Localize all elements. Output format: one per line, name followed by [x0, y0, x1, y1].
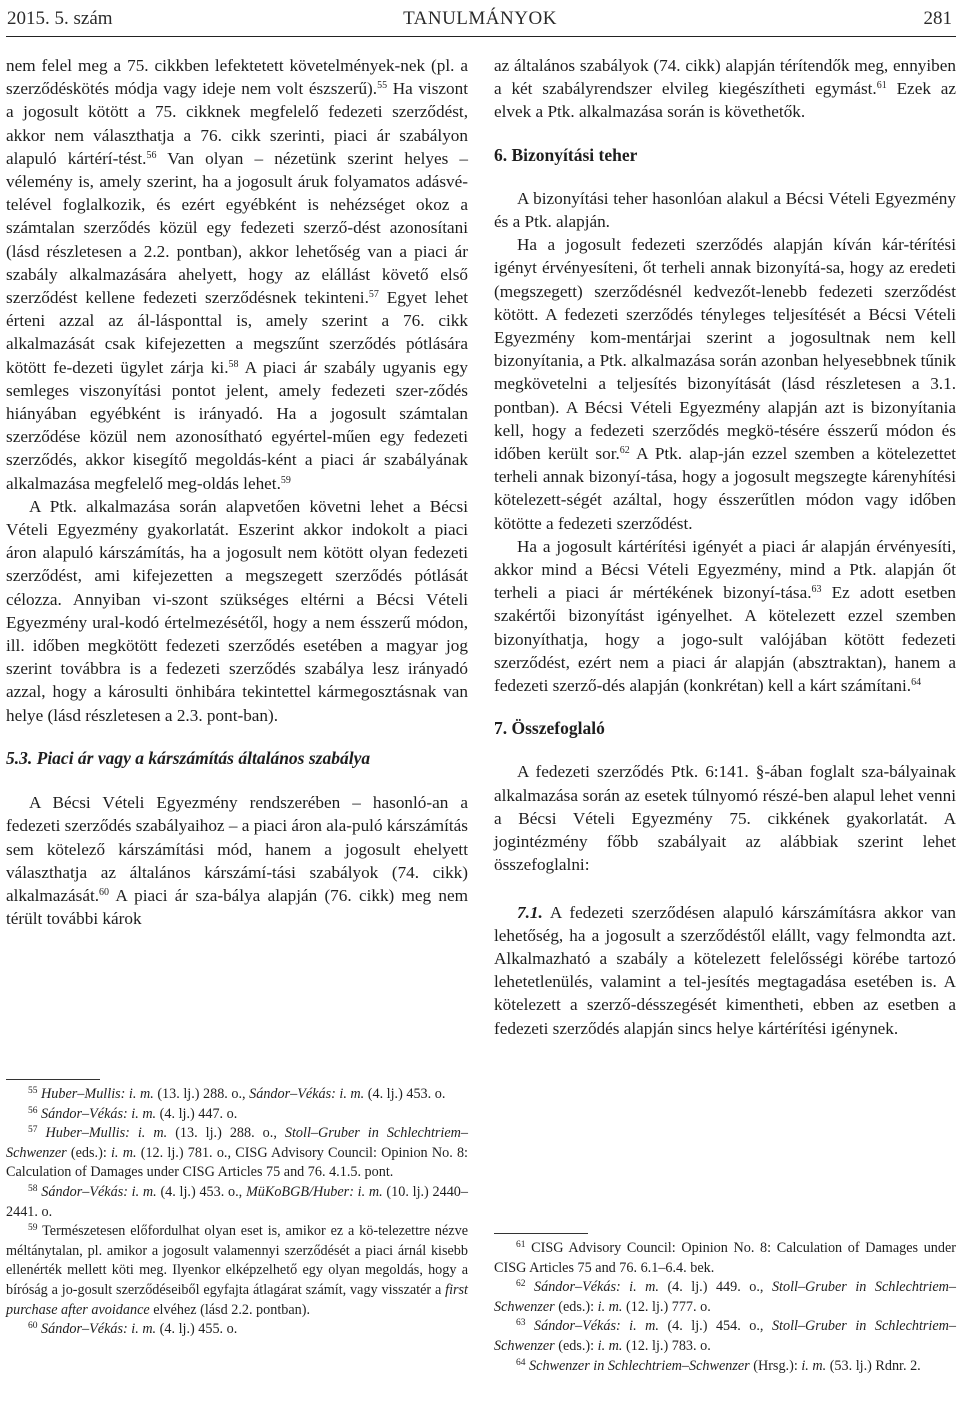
- text: i. m.: [110, 1144, 137, 1161]
- text: CISG Advisory Council: Opinion No. 8: Calculation of Damages under CISG Articles 75 and 76. 6.1–6.4. bek.: [494, 1240, 957, 1276]
- footnote: [6, 1183, 468, 1222]
- paragraph: A bizonyítási teher hasonlóan alakul a Bécsi Vételi Egyezmény és a Ptk. alapján.: [494, 188, 956, 232]
- footnote-number: 59: [28, 1223, 38, 1234]
- footnote: [494, 1317, 956, 1356]
- section-heading-7: 7. Összefoglaló: [494, 718, 605, 739]
- text: Stoll–Gruber in Schlechtriem–Schwenzer: [494, 1279, 957, 1315]
- text: nem felel meg a 75. cikkben lefektetett követelmények-nek (pl. a szerződéskötés módja vagy ideje nem volt észszerű).: [6, 56, 468, 99]
- subsection-label: 7.1.: [517, 902, 543, 922]
- text: (eds.):: [554, 1298, 598, 1315]
- footnote-number: 60: [28, 1321, 38, 1332]
- text: (Hrsg.):: [749, 1357, 802, 1374]
- text: Huber–Mullis: i. m.: [45, 1125, 168, 1142]
- text: i. m.: [597, 1298, 623, 1315]
- text: (eds.):: [66, 1144, 111, 1161]
- text: elvéhez (lásd 2.2. pontban).: [149, 1301, 311, 1318]
- footnote: [6, 1085, 468, 1105]
- issue-label: 2015. 5. szám: [7, 8, 113, 29]
- text: MüKoBGB/Huber: i. m.: [245, 1183, 383, 1200]
- text: Stoll–Gruber in Schlechtriem–Schwenzer: [6, 1125, 468, 1161]
- text: Sándor–Vékás: i. m.: [41, 1183, 157, 1200]
- footnote-number: 55: [28, 1086, 38, 1096]
- footnote-ref: 64: [911, 677, 922, 689]
- text: A piaci ár szabály ugyanis egy semleges viszonyítási pontot jelent, amely fedezeti szer-ződés hiányában egyébként is irányadó. Ha a jogosult számtalan szerződése közül nem azonosítható egyértel-műen egy fedezeti szerződés, akkor kisegítő megoldás-ként a piaci ár szabályának alkalmazása megfelelő meg-oldás lehet.: [6, 357, 468, 493]
- section-heading-6: 6. Bizonyítási teher: [494, 144, 638, 165]
- footnote-number: 58: [28, 1183, 38, 1194]
- text: Ez adott esetben szakértői bizonyítást igényelhet. A kötelezett ezzel szemben bizonyíthatja, hogy a jogo-sult valójában kötött fedezeti szerződést, ezért nem a piaci ár alapján (absztraktan), hanem a fedezeti szerző-dés alapján (konkrétan) kell a kárt számítani.: [494, 583, 956, 696]
- paragraph: A fedezeti szerződés Ptk. 6:141. §-ában foglalt sza-bályainak alkalmazása során az esetek túlnyomó részé-ben alapul lehet venni a Bécsi Vételi Egyezmény 75. cikkének gyakorlatát. A jogintézmény főbb szabályait az alábbiak szerint lehet összefoglalni:: [494, 762, 956, 875]
- text: first purchase after avoidance: [6, 1281, 468, 1318]
- text: Sándor–Vékás: i. m.: [249, 1086, 365, 1102]
- journal-section-title: TANULMÁNYOK: [403, 8, 557, 29]
- footnote-rule: [6, 1079, 100, 1080]
- paragraph: [494, 901, 956, 1040]
- footnote: [494, 1357, 956, 1377]
- text: (10. lj.) 2440–2441. o.: [6, 1183, 468, 1220]
- text: (4. lj.) 453. o.,: [156, 1183, 246, 1200]
- text: Sándor–Vékás: i. m.: [41, 1105, 157, 1122]
- footnote: [6, 1105, 468, 1125]
- text: (4. lj.) 455. o.: [156, 1321, 238, 1338]
- left-column: [6, 54, 468, 930]
- text: (12. lj.) 781. o., CISG Advisory Council: Opinion No. 8: Calculation of Damages under CISG Articles 75 and 76. 4.1.5. pont.: [6, 1144, 468, 1181]
- footnote-ref: 62: [619, 445, 630, 457]
- text: Stoll–Gruber in Schlechtriem–Schwenzer: [494, 1318, 957, 1354]
- footnote: [494, 1278, 956, 1317]
- running-header: [0, 4, 960, 34]
- paragraph: [6, 54, 468, 495]
- footnote: [6, 1222, 468, 1320]
- text: (12. lj.) 783. o.: [622, 1337, 711, 1354]
- footnote-ref: 59: [280, 474, 291, 486]
- text: (4. lj.) 449. o.,: [658, 1279, 772, 1296]
- footnote: [494, 1239, 956, 1278]
- footnote-ref: 60: [99, 886, 110, 898]
- text: Ha a jogosult fedezeti szerződés alapján kíván kár-térítési igényt érvényesíteni, őt terheli annak bizonyítá-sa, hogy az eredeti (megszegett) szerződésnél kedvezőt-lenebb fedezeti szerződést kötött. A fedezeti szerződés tényleges teljesítését a Bécsi Vételi Egyezmény kom-mentárjai szerint a jogosultnak nem kell bizonyítania, a Ptk. alkalmazása során azonban helyesebbnek tűnik megkövetelni a teljesítés bizonyítását (lásd részletesen a 3.1. pontban). A Bécsi Vételi Egyezmény alapján azt is bizonyítania kell, hogy a fedezeti szerződés megkö-tésére ésszerű módon és időben került sor.: [494, 235, 956, 464]
- text: (4. lj.) 454. o.,: [658, 1318, 772, 1335]
- text: (13. lj.) 288. o.,: [167, 1125, 285, 1142]
- paragraph: [494, 233, 956, 535]
- footnote-number: 63: [516, 1318, 526, 1329]
- footnote-ref: 58: [228, 358, 239, 370]
- footnote-number: 61: [516, 1240, 526, 1250]
- footnote-ref: 56: [146, 149, 157, 161]
- text: Ha a jogosult kártérítési igényét a piaci ár alapján érvényesíti, akkor mind a Bécsi Vételi Egyezmény, mind a Ptk. alapján őt terheli a piaci ár mértékének bizonyí-tása.: [494, 536, 956, 603]
- footnote-number: 56: [28, 1105, 38, 1116]
- header-rule: [6, 36, 956, 37]
- left-footnotes: [6, 1085, 468, 1340]
- text: i. m.: [597, 1337, 623, 1354]
- text: (13. lj.) 288. o.,: [153, 1086, 250, 1102]
- footnote-ref: 63: [811, 584, 822, 596]
- text: Ezek az elvek a Ptk. alkalmazása során is követhetők.: [494, 79, 956, 122]
- text: A Ptk. alap-ján ezzel szemben a kötelezettet terheli annak bizonyí-tása, hogy a jogosult megszegte kárenyhítési kötelezett-ségét azáltal, hogy ésszerűtlen módon vagy időben kötötte a fedezeti szerződést.: [494, 444, 956, 533]
- section-heading-5-3: 5.3. Piaci ár vagy a kárszámítás általános szabálya: [6, 747, 371, 768]
- text: (4. lj.) 447. o.: [156, 1105, 238, 1122]
- footnote-number: 64: [516, 1357, 526, 1368]
- paragraph: A Ptk. alkalmazása során alapvetően követni lehet a Bécsi Vételi Egyezmény gyakorlatát. Eszerint akkor indokolt a piaci áron alapuló kárszámítás, ha a jogosult nem kötött olyan fedezeti szerződést, ami kifejezetten a megszegett szerződés pótlását célozza. Annyiban vi-szont szükséges eltérni a Bécsi Vételi Egyezmény ural-kodó értelmezésétől, hogy a nem ésszerű módon, ill. időben megkötött fedezeti szerződés esetében a magyar jog szerint továbbra is a fedezeti szerződés szabálya lesz irányadó azzal, hogy a károsulti önhibára tekintettel kármegosztásnak van helye (lásd részletesen a 2.3. pont-ban).: [6, 496, 468, 725]
- text: A fedezeti szerződésen alapuló kárszámításra akkor van lehetőség, ha a jogosult a szerződéstől elállt, vagy felmondta azt. Alkalmazható a szabály a kötelezett felelősségi körébe tartozó lehetetlenülés, valamint a tel-jesítés megtagadása esetében is. A kötelezett a szerző-désszegését kimentheti, ebben az esetben a fedezeti szerződés alapján sincs helye kártérítési igénynek.: [494, 902, 956, 1038]
- footnote-ref: 57: [368, 289, 379, 301]
- footnote: [6, 1124, 468, 1183]
- text: Sándor–Vékás: i. m.: [41, 1321, 157, 1338]
- text: A Bécsi Vételi Egyezmény rendszerében – hasonló-an a fedezeti szerződés szabályaihoz – a piaci áron ala-puló kárszámítás sem kötelező kárszámítási mód, hanem a jogosult ehelyett választhatja az általános kárszámí-tási szabályok (74. cikk) alkalmazását.: [6, 793, 468, 905]
- page-number: 281: [923, 8, 952, 29]
- text: (12. lj.) 777. o.: [622, 1298, 711, 1315]
- footnote-number: 57: [28, 1125, 38, 1136]
- right-footnotes: [494, 1239, 956, 1376]
- text: Sándor–Vékás: i. m.: [534, 1279, 659, 1296]
- footnote-rule: [494, 1233, 588, 1234]
- text: az általános szabályok (74. cikk) alapján térítendők meg, ennyiben a két szabályrendszer elvileg kiegészítheti egymást.: [494, 56, 956, 99]
- text: Huber–Mullis: i. m.: [41, 1086, 154, 1102]
- paragraph: [6, 791, 468, 930]
- paragraph: [494, 54, 956, 124]
- text: (eds.):: [554, 1337, 598, 1354]
- text: Sándor–Vékás: i. m.: [534, 1318, 659, 1335]
- text: (53. lj.) Rdnr. 2.: [826, 1357, 921, 1374]
- right-column: [494, 54, 956, 1040]
- footnote: [6, 1320, 468, 1340]
- footnote-ref: 55: [377, 80, 388, 92]
- footnote-number: 62: [516, 1279, 526, 1290]
- text: Schwenzer in Schlechtriem–Schwenzer: [529, 1357, 750, 1374]
- text: Természetesen előfordulhat olyan eset is, amikor ez a kö-telezettre nézve méltánytalan, pl. amikor a jogosult valamennyi szerződését a piaci árnál kisebb ellenérték mellett köti meg. Ilyenkor elképzelhető egy olyan megoldás, hogy a bíróság a jo-gosult szerződéseiből egyfajta átlagárat számít, vagy visszatér a: [6, 1223, 468, 1298]
- text: i. m.: [801, 1357, 827, 1374]
- footnote-ref: 61: [876, 80, 887, 92]
- text: (4. lj.) 453. o.: [364, 1086, 446, 1102]
- text: Van olyan – nézetünk szerint helyes – vélemény is, amely szerint, ha a jogosult áruk folyamatos adásvé-telével foglalkozik, és ezért egyébként is nehézséget okoz a számtalan szerződés közül egy fedezeti szerző-dést azonosítani (lásd részletesen a 2.2. pontban), akkor lehetőség van a piaci ár szabály alkalmazására ahelyett, hogy az elállást követő első szerződést kellene fedezeti szerződésnek tekinteni.: [6, 148, 468, 308]
- text: Egyet lehet érteni azzal az ál-lásponttal is, amely szerint a 76. cikk alkalmazását csak kifejezetten a megszűnt szerződés pótlására kötött fe-dezeti ügylet zárja ki.: [6, 288, 469, 377]
- text: A piaci ár sza-bálya alapján (76. cikk) meg nem térült további károk: [6, 885, 468, 929]
- text: Ha viszont a jogosult kötött a 75. cikknek megfelelő fedezeti szerződést, akkor nem választhatja a 76. cikk szerinti, piaci ár szabályon alapuló kártérí-tést.: [6, 79, 468, 168]
- paragraph: [494, 535, 956, 697]
